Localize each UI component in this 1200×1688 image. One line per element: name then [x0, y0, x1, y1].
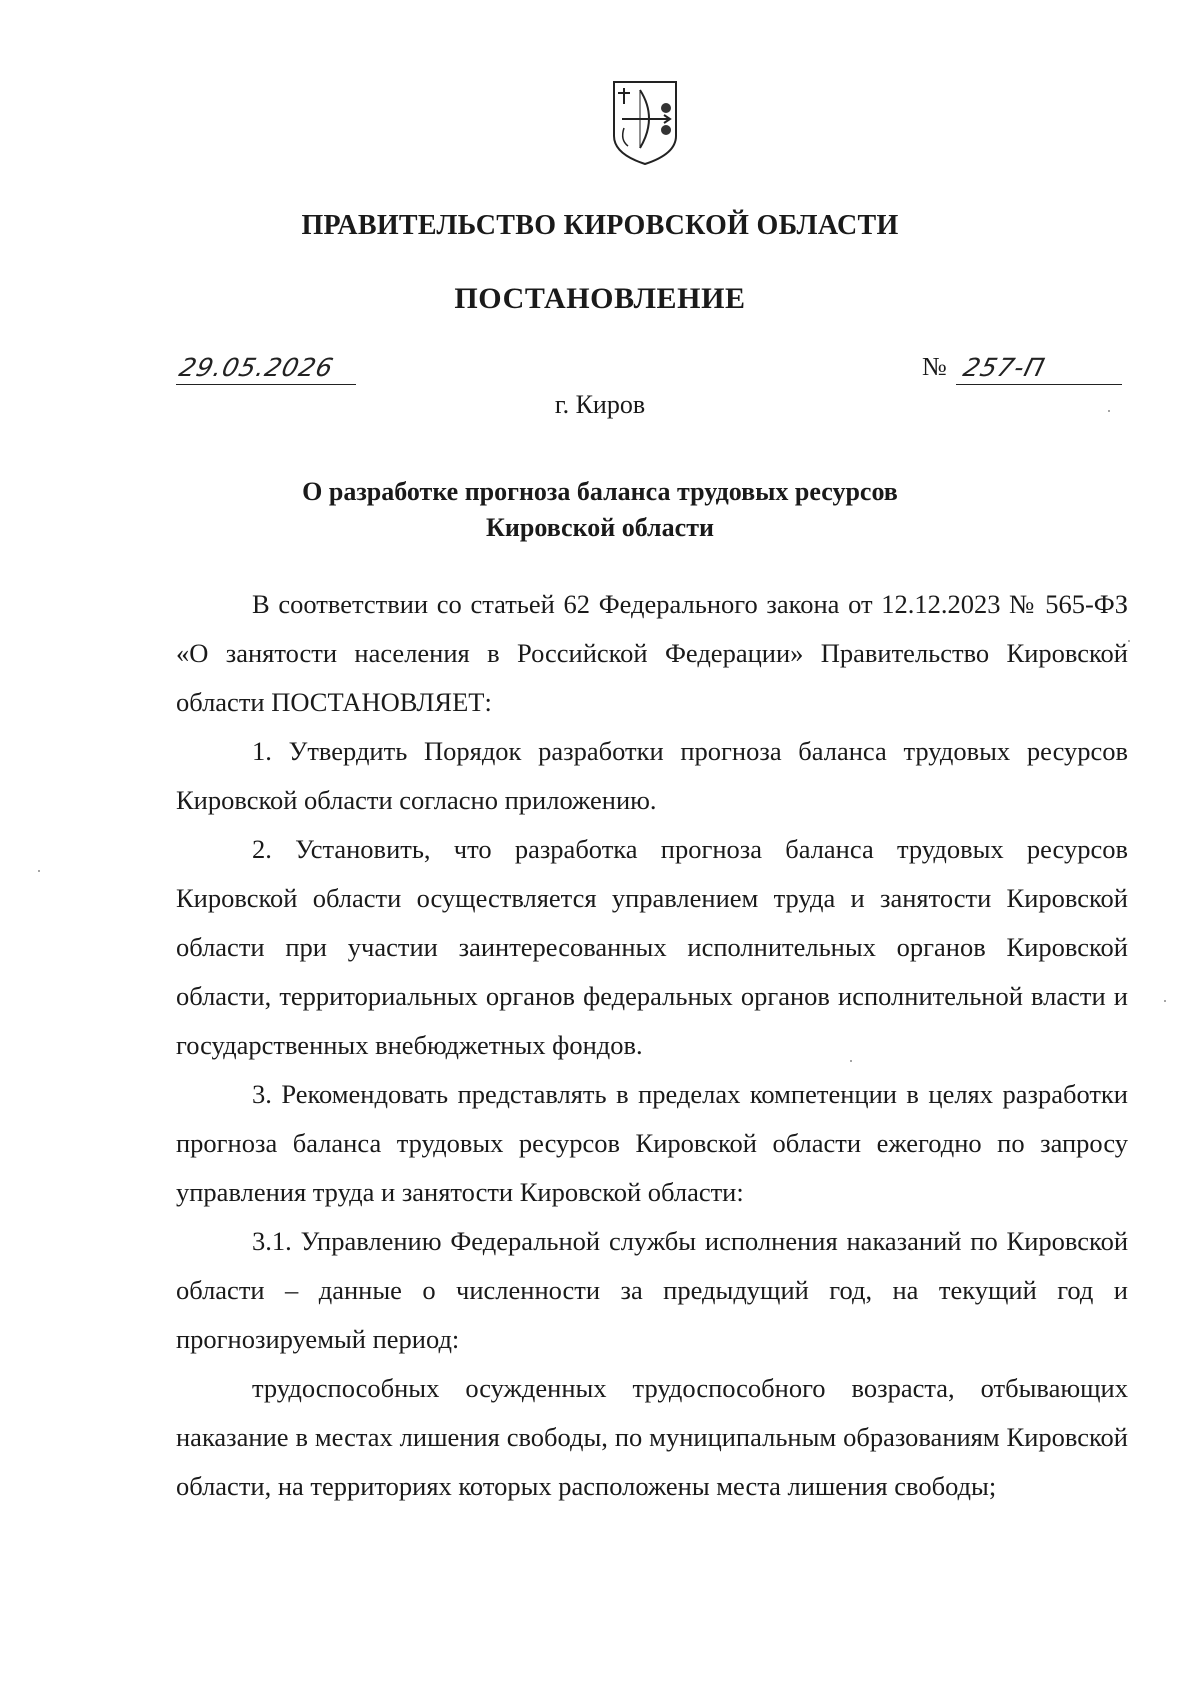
preamble-paragraph: В соответствии со статьей 62 Федерального закона от 12.12.2023 № 565-ФЗ «О занятости населения в Российской Федерации» Правительство Кировской области ПОСТАНОВЛЯЕТ:: [176, 589, 1128, 717]
number-label: №: [922, 352, 947, 381]
title-line-1: О разработке прогноза баланса трудовых ресурсов: [302, 477, 898, 506]
clause-2: 2. Установить, что разработка прогноза баланса трудовых ресурсов Кировской области осуществляется управлением труда и занятости Кировской области при участии заинтересованных исполнительных органов Кировской области, территориальных органов федеральных органов исполнительной власти и государственных внебюджетных фондов.: [176, 834, 1128, 1060]
coat-of-arms-icon: [610, 78, 680, 168]
handwritten-number: 257-П: [960, 353, 1049, 382]
scan-speck: [850, 1060, 852, 1062]
scan-speck: [1164, 1000, 1166, 1002]
date-field: [176, 350, 356, 385]
organization-name: ПРАВИТЕЛЬСТВО КИРОВСКОЙ ОБЛАСТИ: [301, 210, 899, 241]
clause-3: 3. Рекомендовать представлять в пределах компетенции в целях разработки прогноза баланса трудовых ресурсов Кировской области ежегодно по запросу управления труда и занятости Кировской области:: [176, 1079, 1128, 1207]
scan-speck: [1108, 410, 1110, 412]
handwritten-date: 29.05.2026: [176, 353, 337, 382]
clause-3-1: 3.1. Управлению Федеральной службы исполнения наказаний по Кировской области – данные о численности за предыдущий год, на текущий год и прогнозируемый период:: [176, 1226, 1128, 1354]
clause-1: 1. Утвердить Порядок разработки прогноза баланса трудовых ресурсов Кировской области согласно приложению.: [176, 736, 1128, 815]
scan-speck: [1128, 640, 1130, 642]
document-type: ПОСТАНОВЛЕНИЕ: [454, 282, 746, 315]
title-line-2: Кировской области: [486, 513, 714, 542]
place-of-issue: г. Киров: [554, 390, 646, 419]
scan-speck: [38, 870, 40, 872]
number-field: [956, 350, 1122, 385]
clause-3-1-item: трудоспособных осужденных трудоспособного возраста, отбывающих наказание в местах лишения свободы, по муниципальным образованиям Кировской области, на территориях которых расположены места лишения свободы;: [176, 1373, 1128, 1501]
document-title: [0, 474, 1200, 546]
document-body: [176, 580, 1128, 1511]
